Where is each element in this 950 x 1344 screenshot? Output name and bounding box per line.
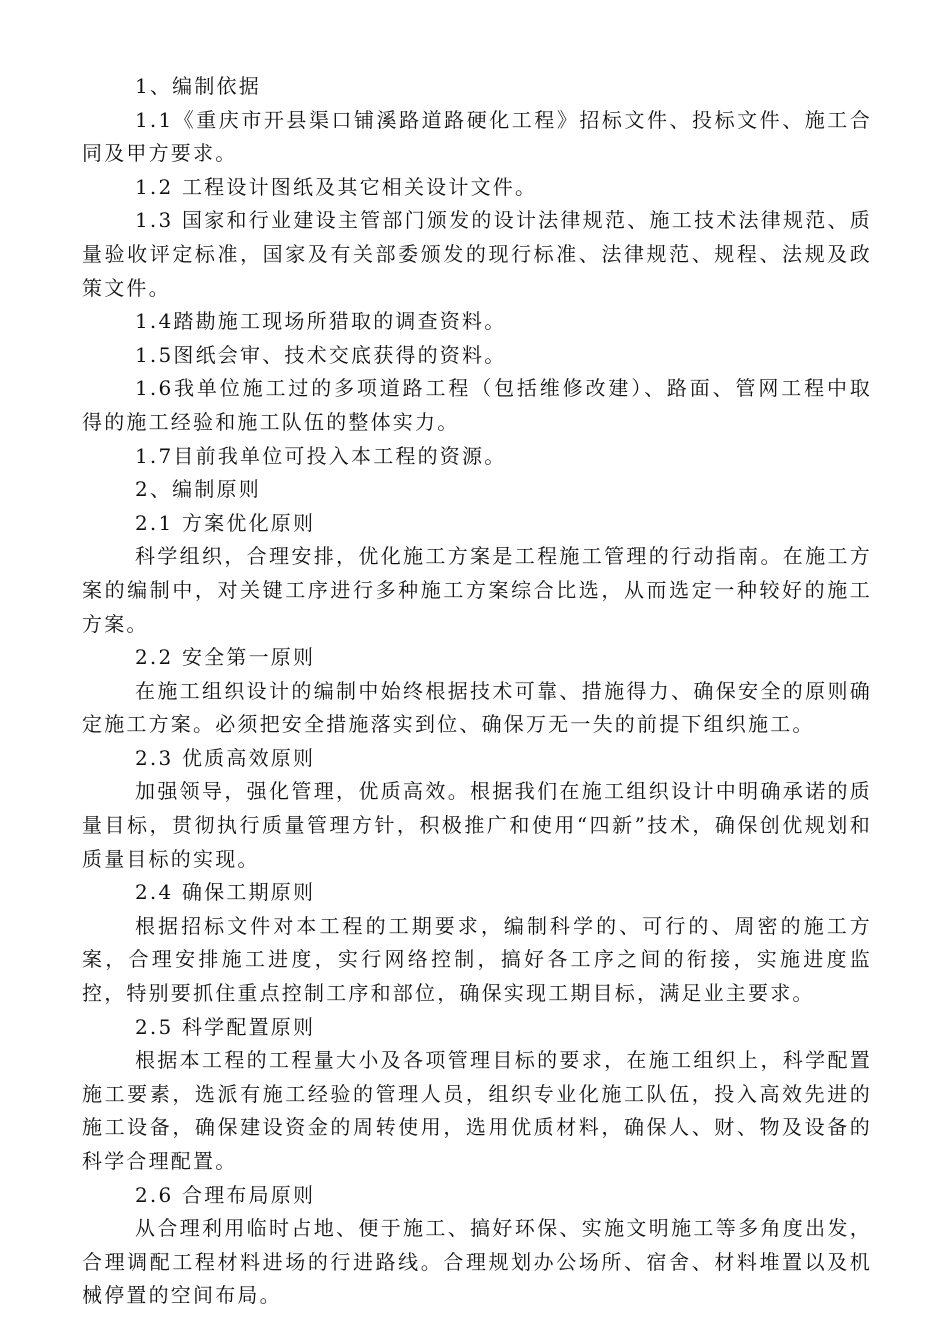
principle-body-2-3: 加强领导，强化管理，优质高效。根据我们在施工组织设计中明确承诺的质量目标，贯彻执行质量管理方针，积极推广和使用“四新”技术，确保创优规划和质量目标的实现。 [82, 779, 872, 871]
section-heading-principles: 2、编制原则 [135, 477, 261, 502]
principle-heading-2-3: 2.3 优质高效原则 [135, 745, 316, 770]
document-body [82, 70, 872, 1313]
principle-body-2-4: 根据招标文件对本工程的工期要求，编制科学的、可行的、周密的施工方案，合理安排施工进度，实行网络控制，搞好各工序之间的衔接，实施进度监控，特别要抓住重点控制工序和部位，确保实现工期目标，满足业主要求。 [82, 913, 872, 1006]
principle-heading-2-1: 2.1 方案优化原则 [135, 510, 316, 535]
basis-item-1-4: 1.4踏勘施工现场所猎取的调查资料。 [135, 309, 507, 334]
principle-heading-2-4: 2.4 确保工期原则 [135, 880, 316, 905]
principle-body-2-5: 根据本工程的工程量大小及各项管理目标的要求，在施工组织上，科学配置施工要素，选派有施工经验的管理人员，组织专业化施工队伍，投入高效先进的施工设备，确保建设资金的周转使用，选用优质材料，确保人、财、物及设备的科学合理配置。 [82, 1048, 872, 1173]
principle-body-2-2: 在施工组织设计的编制中始终根据技术可靠、措施得力、确保安全的原则确定施工方案。必须把安全措施落实到位、确保万无一失的前提下组织施工。 [82, 678, 872, 737]
principle-heading-2-6: 2.6 合理布局原则 [135, 1182, 316, 1207]
principle-heading-2-5: 2.5 科学配置原则 [135, 1014, 316, 1039]
principle-body-2-6: 从合理利用临时占地、便于施工、搞好环保、实施文明施工等多角度出发，合理调配工程材料进场的行进路线。合理规划办公场所、宿舍、材料堆置以及机械停置的空间布局。 [82, 1216, 872, 1308]
principle-body-2-1: 科学组织，合理安排，优化施工方案是工程施工管理的行动指南。在施工方案的编制中，对关键工序进行多种施工方案综合比选，从而选定一种较好的施工方案。 [82, 544, 872, 636]
basis-item-1-5: 1.5图纸会审、技术交底获得的资料。 [135, 342, 507, 367]
basis-item-1-1: 1.1《重庆市开县渠口铺溪路道路硬化工程》招标文件、投标文件、施工合同及甲方要求。 [82, 107, 872, 166]
section-heading-basis: 1、编制依据 [135, 74, 261, 98]
basis-item-1-3: 1.3 国家和行业建设主管部门颁发的设计法律规范、施工技术法律规范、质量验收评定标准，国家及有关部委颁发的现行标准、法律规范、规程、法规及政策文件。 [82, 208, 872, 300]
basis-item-1-7: 1.7目前我单位可投入本工程的资源。 [135, 443, 507, 468]
principle-heading-2-2: 2.2 安全第一原则 [135, 645, 316, 670]
basis-item-1-6: 1.6我单位施工过的多项道路工程（包括维修改建）、路面、管网工程中取得的施工经验和施工队伍的整体实力。 [82, 376, 872, 434]
basis-item-1-2: 1.2 工程设计图纸及其它相关设计文件。 [135, 174, 538, 199]
